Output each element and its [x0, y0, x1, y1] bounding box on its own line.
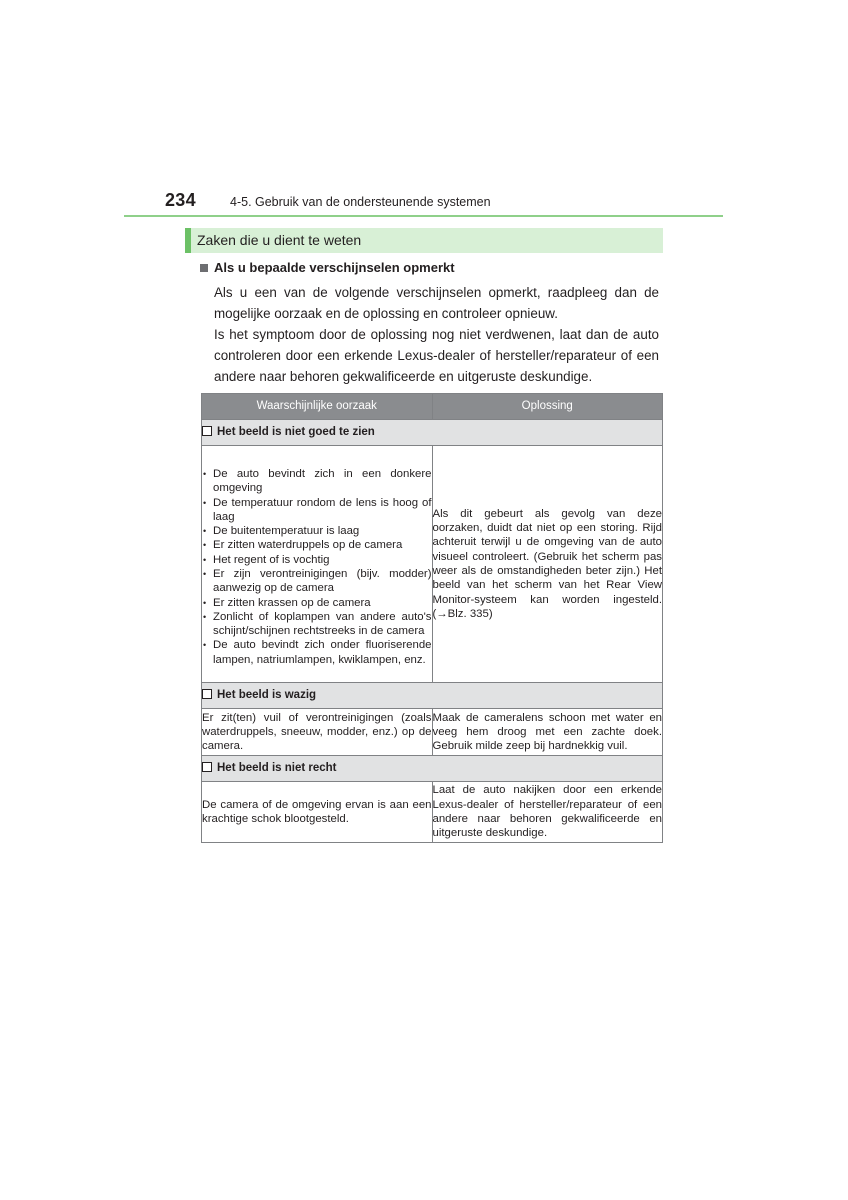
- cause-cell: De camera of de omgeving ervan is aan een krachtige schok blootgesteld.: [202, 782, 433, 843]
- square-bullet-icon: [200, 264, 208, 272]
- list-item: • Het regent of is vochtig: [202, 553, 432, 567]
- cause-cell: Er zit(ten) vuil of verontreinigingen (zoals waterdruppels, sneeuw, modder, enz.) op de camera.: [202, 709, 433, 756]
- list-item: • Er zitten waterdruppels op de camera: [202, 538, 432, 552]
- chapter-title: 4-5. Gebruik van de ondersteunende systemen: [230, 195, 491, 209]
- list-item: • De auto bevindt zich in een donkere omgeving: [202, 467, 432, 496]
- category-cell: [202, 683, 663, 709]
- list-item: • Zonlicht of koplampen van andere auto's schijnt/schijnen rechtstreeks in de camera: [202, 610, 432, 639]
- category-title: Het beeld is wazig: [217, 689, 317, 702]
- page-header: [124, 190, 723, 218]
- table-row: [202, 782, 663, 843]
- instruction-paragraph: Is het symptoom door de oplossing nog niet verdwenen, laat dan de auto controleren door een erkende Lexus-dealer of hersteller/reparateur of een andere naar behoren gekwalificeerde en uitgeruste deskundige.: [214, 327, 659, 384]
- cause-list: [202, 467, 432, 667]
- checkbox-square-icon: [202, 689, 212, 699]
- checkbox-square-icon: [202, 762, 212, 772]
- solution-cell: Als dit gebeurt als gevolg van deze oorzaken, duidt dat niet op een storing. Rijd achteruit terwijl u de omgeving van de auto visueel controleert. (Gebruik het scherm pas weer als de omstandigheden beter zijn.) Het beeld van het scherm van het Rear View Monitor-systeem kan worden ingesteld. (→Blz. 335): [432, 446, 663, 683]
- list-item: • De auto bevindt zich onder fluoriserende lampen, natriumlampen, kwiklampen, enz.: [202, 638, 432, 667]
- troubleshooting-table: [201, 393, 663, 843]
- subsection-title: Als u bepaalde verschijnselen opmerkt: [214, 260, 455, 275]
- category-cell: [202, 756, 663, 782]
- table-row: [202, 446, 663, 683]
- page-number: 234: [165, 190, 196, 210]
- category-title: Het beeld is niet recht: [217, 762, 337, 775]
- table-row: [202, 709, 663, 756]
- list-item: • De temperatuur rondom de lens is hoog of laag: [202, 496, 432, 525]
- section-title: Zaken die u dient te weten: [197, 232, 362, 248]
- list-item: • Er zitten krassen op de camera: [202, 596, 432, 610]
- solution-cell: Laat de auto nakijken door een erkende Lexus-dealer of hersteller/reparateur of een andere naar behoren gekwalificeerde en uitgeruste deskundige.: [432, 782, 663, 843]
- category-row: [202, 683, 663, 709]
- section-heading-box: [185, 228, 663, 253]
- section-accent-bar: [185, 228, 191, 253]
- table-header-row: [202, 394, 663, 420]
- category-row: [202, 756, 663, 782]
- header-divider: [124, 215, 723, 217]
- checkbox-square-icon: [202, 426, 212, 436]
- column-header-solution: Oplossing: [432, 394, 663, 420]
- category-cell: [202, 420, 663, 446]
- solution-cell: Maak de cameralens schoon met water en veeg hem droog met een zachte doek. Gebruik milde zeep bij hardnekkig vuil.: [432, 709, 663, 756]
- column-header-cause: Waarschijnlijke oorzaak: [202, 394, 433, 420]
- category-title: Het beeld is niet goed te zien: [217, 426, 375, 439]
- category-row: [202, 420, 663, 446]
- list-item: • Er zijn verontreinigingen (bijv. modder) aanwezig op de camera: [202, 567, 432, 596]
- intro-paragraph: Als u een van de volgende verschijnselen opmerkt, raadpleeg dan de mogelijke oorzaak en de oplossing en controleer opnieuw.: [214, 285, 659, 321]
- cause-cell: [202, 446, 433, 683]
- list-item: • De buitentemperatuur is laag: [202, 524, 432, 538]
